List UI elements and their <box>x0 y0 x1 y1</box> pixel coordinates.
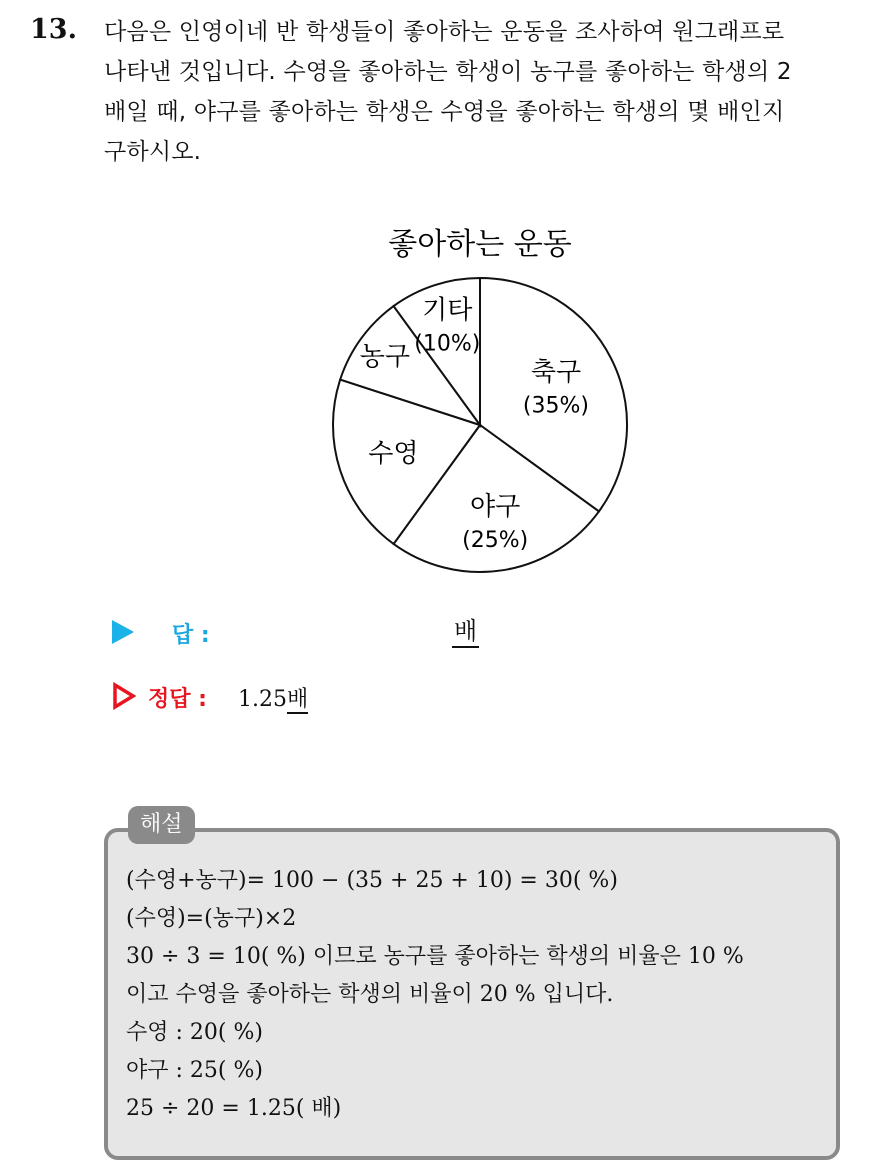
pie-chart-svg <box>300 220 660 580</box>
pie-label-수영: 수영 <box>368 439 419 470</box>
answer-label: 답 : <box>172 623 210 648</box>
question-line: 나타낸 것입니다. 수영을 좋아하는 학생이 농구를 좋아하는 학생의 2 <box>104 59 792 85</box>
solution-lines <box>126 862 826 1128</box>
pie-label-기타: 기타 <box>422 295 473 326</box>
solution-line: 30 ÷ 3 = 10( %) 이므로 농구를 좋아하는 학생의 비율은 10 % <box>126 944 744 969</box>
solution-line: 수영 : 20( %) <box>126 1020 263 1045</box>
pie-percent-기타: (10%) <box>414 331 481 357</box>
pie-label-야구: 야구 <box>470 491 521 522</box>
answer-unit[interactable]: 배 <box>452 616 479 648</box>
question-line: 구하시오. <box>104 139 202 165</box>
pie-percent-야구: (25%) <box>462 527 529 553</box>
question-line: 배일 때, 야구를 좋아하는 학생은 수영을 좋아하는 학생의 몇 배인지 <box>104 99 785 125</box>
solution-line: 야구 : 25( %) <box>126 1058 263 1083</box>
question-line: 다음은 인영이네 반 학생들이 좋아하는 운동을 조사하여 원그래프로 <box>104 19 785 45</box>
solution-line: (수영+농구)= 100 − (35 + 25 + 10) = 30( %) <box>126 868 618 893</box>
correct-answer-value <box>238 682 308 713</box>
correct-answer-label: 정답 : <box>148 687 207 712</box>
solution-line: 이고 수영을 좋아하는 학생의 비율이 20 % 입니다. <box>126 982 614 1007</box>
pie-label-축구: 축구 <box>530 357 582 388</box>
correct-value-number: 1.25 <box>238 687 287 712</box>
correct-value-unit: 배 <box>286 687 309 712</box>
solution-line: 25 ÷ 20 = 1.25( 배) <box>126 1096 342 1121</box>
chart-title: 좋아하는 운동 <box>388 227 572 262</box>
question-number: 13. <box>30 14 77 45</box>
pie-chart <box>300 220 660 580</box>
solution-tab: 해설 <box>128 806 195 844</box>
play-arrow-icon <box>112 620 134 644</box>
solution-line: (수영)=(농구)×2 <box>126 906 297 931</box>
pie-percent-축구: (35%) <box>522 393 590 419</box>
outline-arrow-icon <box>112 682 136 710</box>
pie-label-농구: 농구 <box>359 341 410 372</box>
question-text <box>104 12 864 172</box>
